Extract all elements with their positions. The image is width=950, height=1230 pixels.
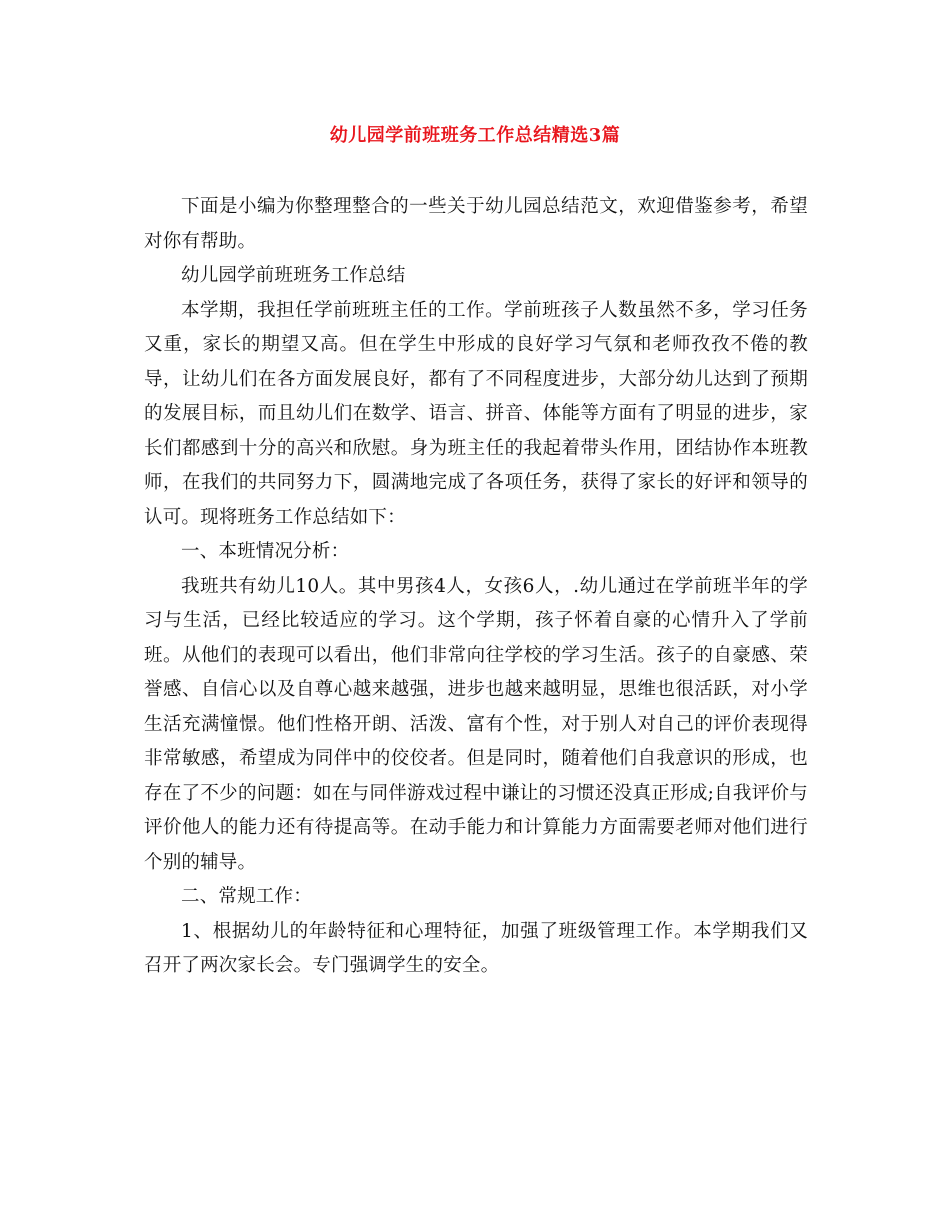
intro-paragraph: 下面是小编为你整理整合的一些关于幼儿园总结范文，欢迎借鉴参考，希望对你有帮助。 bbox=[144, 196, 808, 252]
section-heading-class-analysis: 一、本班情况分析： bbox=[181, 541, 350, 562]
document-title: 幼儿园学前班班务工作总结精选3篇 bbox=[329, 125, 621, 146]
section-heading-summary: 幼儿园学前班班务工作总结 bbox=[181, 265, 406, 286]
body-paragraph: 1、根据幼儿的年龄特征和心理特征，加强了班级管理工作。本学期我们又召开了两次家长会。专门强调学生的安全。 bbox=[144, 920, 808, 976]
document-body bbox=[144, 190, 808, 984]
section-heading-routine-work: 二、常规工作： bbox=[181, 886, 312, 907]
body-paragraph: 本学期，我担任学前班班主任的工作。学前班孩子人数虽然不多，学习任务又重，家长的期望又高。但在学生中形成的良好学习气氛和老师孜孜不倦的教导，让幼儿们在各方面发展良好，都有了不同程度进步，大部分幼儿达到了预期的发展目标，而且幼儿们在数学、语言、拼音、体能等方面有了明显的进步，家长们都感到十分的高兴和欣慰。身为班主任的我起着带头作用，团结协作本班教师，在我们的共同努力下，圆满地完成了各项任务，获得了家长的好评和领导的认可。现将班务工作总结如下： bbox=[144, 299, 808, 528]
body-paragraph: 我班共有幼儿10人。其中男孩4人，女孩6人，.幼儿通过在学前班半年的学习与生活，已经比较适应的学习。这个学期，孩子怀着自豪的心情升入了学前班。从他们的表现可以看出，他们非常向往学校的学习生活。孩子的自豪感、荣誉感、自信心以及自尊心越来越强，进步也越来越明显，思维也很活跃，对小学生活充满憧憬。他们性格开朗、活泼、富有个性，对于别人对自己的评价表现得非常敏感，希望成为同伴中的佼佼者。但是同时，随着他们自我意识的形成，也存在了不少的问题：如在与同伴游戏过程中谦让的习惯还没真正形成;自我评价与评价他人的能力还有待提高等。在动手能力和计算能力方面需要老师对他们进行个别的辅导。 bbox=[144, 575, 808, 873]
